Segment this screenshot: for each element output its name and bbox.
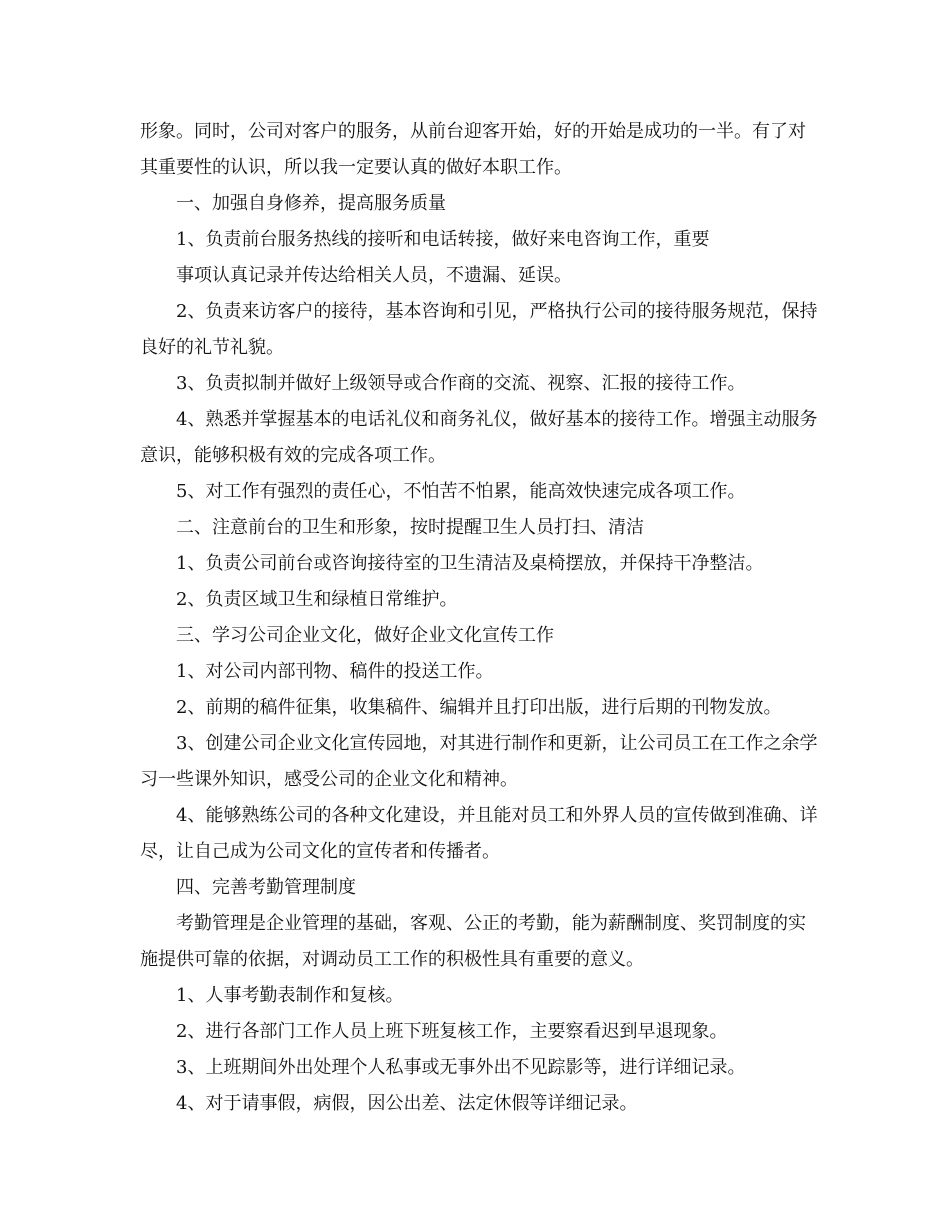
paragraph-15: 3、创建公司企业文化宣传园地，对其进行制作和更新，让公司员工在工作之余学习一些课外知识，感受公司的企业文化和精神。: [140, 733, 818, 790]
section-heading-1: 一、加强自身修养，提高服务质量: [176, 193, 446, 214]
document-body: [140, 114, 820, 1122]
paragraph-21: 3、上班期间外出处理个人私事或无事外出不见踪影等，进行详细记录。: [176, 1057, 746, 1078]
paragraph-7: 4、熟悉并掌握基本的电话礼仪和商务礼仪，做好基本的接待工作。增强主动服务意识，能够积极有效的完成各项工作。: [140, 409, 818, 466]
paragraph-5: 2、负责来访客户的接待，基本咨询和引见，严格执行公司的接待服务规范，保持良好的礼节礼貌。: [140, 301, 818, 358]
paragraph-10: 1、负责公司前台或咨询接待室的卫生清洁及桌椅摆放，并保持干净整洁。: [176, 553, 764, 574]
paragraph-14: 2、前期的稿件征集，收集稿件、编辑并且打印出版，进行后期的刊物发放。: [176, 697, 782, 718]
paragraph-20: 2、进行各部门工作人员上班下班复核工作，主要察看迟到早退现象。: [176, 1021, 728, 1042]
section-heading-3: 三、学习公司企业文化，做好企业文化宣传工作: [176, 625, 554, 646]
paragraph-18: 考勤管理是企业管理的基础，客观、公正的考勤，能为薪酬制度、奖罚制度的实施提供可靠的依据，对调动员工工作的积极性具有重要的意义。: [140, 913, 806, 970]
paragraph-6: 3、负责拟制并做好上级领导或合作商的交流、视察、汇报的接待工作。: [176, 373, 746, 394]
paragraph-11: 2、负责区域卫生和绿植日常维护。: [176, 589, 458, 610]
paragraph-19: 1、人事考勤表制作和复核。: [176, 985, 404, 1006]
paragraph-3: 1、负责前台服务热线的接听和电话转接，做好来电咨询工作，重要: [176, 229, 710, 250]
paragraph-8: 5、对工作有强烈的责任心，不怕苦不怕累，能高效快速完成各项工作。: [176, 481, 746, 502]
paragraph-22: 4、对于请事假，病假，因公出差、法定休假等详细记录。: [176, 1093, 638, 1114]
paragraph-4: 事项认真记录并传达给相关人员，不遗漏、延误。: [176, 265, 572, 286]
section-heading-2: 二、注意前台的卫生和形象，按时提醒卫生人员打扫、清洁: [176, 517, 644, 538]
section-heading-4: 四、完善考勤管理制度: [176, 877, 356, 898]
paragraph-16: 4、能够熟练公司的各种文化建设，并且能对员工和外界人员的宣传做到准确、详尽，让自己成为公司文化的宣传者和传播者。: [140, 805, 818, 862]
paragraph-13: 1、对公司内部刊物、稿件的投送工作。: [176, 661, 494, 682]
paragraph-1: 形象。同时，公司对客户的服务，从前台迎客开始，好的开始是成功的一半。有了对其重要性的认识，所以我一定要认真的做好本职工作。: [140, 121, 806, 178]
